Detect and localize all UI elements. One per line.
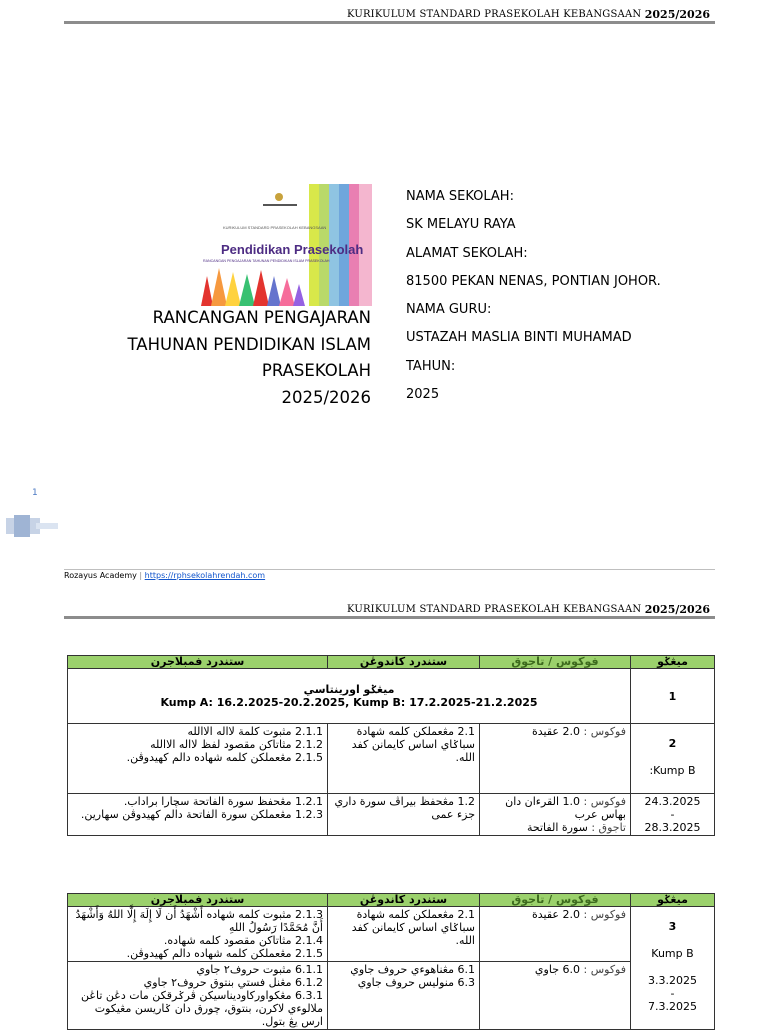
header-learning: ستندرد فمبلاجرن (68, 656, 328, 669)
learning-line: 2.1.5 مڠعملكن كلمه شهاده دالم كهيدوڤن. (126, 751, 323, 764)
header-focus: فوكوس / تاجوق (480, 656, 631, 669)
page-footer (64, 569, 715, 580)
table-row (68, 794, 715, 836)
learning-cell (68, 724, 328, 794)
date-sep: - (670, 987, 675, 1000)
footer-brand: Rozayus Academy (64, 571, 137, 580)
teacher-name-label: NAMA GURU: (406, 302, 492, 318)
content-cell (328, 962, 480, 1030)
page-header (64, 598, 715, 619)
table-row (68, 907, 715, 962)
content-line: 1.2 مڠحفظ بيراڤ سورة داري جزء عمى (334, 795, 475, 821)
learning-line: 2.1.4 مثاتاكن مقصود كلمه شهاده. (163, 934, 323, 947)
focus-cell (480, 794, 631, 836)
learning-line: 6.1.2 مڠنل فستي بنتوق حروف٢ جاوي (143, 976, 323, 989)
content-cell (328, 794, 480, 836)
header-learning: ستندرد فمبلاجرن (68, 894, 328, 907)
orientation-title: ميڠݢو اورينتاسي (303, 683, 395, 696)
date-sep: - (670, 808, 675, 821)
focus-cell (480, 724, 631, 794)
focus-cell (480, 962, 631, 1030)
school-name: SK MELAYU RAYA (406, 217, 516, 233)
title-line: RANCANGAN PENGAJARAN (152, 308, 371, 327)
plan-table (67, 893, 715, 1030)
week-cell (631, 907, 715, 1030)
content-line: 2.1 مڠعملكن كلمه شهادة سباݢاي اساس كايمانن كفد الله. (351, 725, 475, 764)
date-start: 3.3.2025 (648, 974, 697, 987)
learning-line: 2.1.1 مثبوت كلمة لااله الاالله (187, 725, 323, 738)
cover-illustration (199, 184, 372, 306)
learning-cell (68, 907, 328, 962)
week-cell: 1 (631, 669, 715, 724)
cover-main-text: Pendidikan Prasekolah (221, 242, 364, 257)
date-start: 24.3.2025 (644, 795, 701, 808)
learning-cell (68, 962, 328, 1030)
focus-label: فوكوس : (583, 908, 626, 921)
week-dates-cell (631, 794, 715, 836)
header-content: ستندرد كاندوڠن (328, 656, 480, 669)
title-line: PRASEKOLAH (261, 361, 371, 380)
content-line: 6.1 مڠناهوءي حروف جاوي (350, 963, 475, 976)
date-end: 7.3.2025 (648, 1000, 697, 1013)
learning-line: 6.1.1 مثبوت حروف٢ جاوي (196, 963, 323, 976)
learning-line: 6.3.1 مڠكواوركاوديناسيكن ڤرݢرقكن مات دڠن تاڠن ملالوءي لاكرن، بنتوق، چورق دان ݢاريسن مڠيكوت ارس يڠ بتول. (81, 989, 323, 1028)
focus-value: 2.0 عقيدة (532, 908, 580, 921)
curriculum-label: KURIKULUM STANDARD PRASEKOLAH KEBANGSAAN (347, 9, 642, 20)
school-info (406, 186, 661, 412)
cover-sub-text: RANCANGAN PENGAJARAN TAHUNAN PENDIDIKAN ISLAM PRASEKOLAH (203, 259, 330, 263)
content-line: 2.1 مڠعملكن كلمه شهادة سباݢاي اساس كايمانن كفد الله. (351, 908, 475, 947)
content-line: 6.3 منوليس حروف جاوي (357, 976, 475, 989)
teacher-name: USTAZAH MASLIA BINTI MUHAMAD (406, 330, 632, 346)
header-content: ستندرد كاندوڠن (328, 894, 480, 907)
learning-line: 1.2.1 مڠحفظ سورة الفاتحة سچارا براداب. (123, 795, 323, 808)
footer-separator: | (139, 571, 143, 580)
header-week: ميڠݢو (631, 656, 715, 669)
learning-line: 2.1.2 مثاتاكن مقصود لفظ لااله الاالله (150, 738, 323, 751)
page-header (64, 3, 715, 24)
focus-value: 6.0 جاوي (534, 963, 580, 976)
school-address-label: ALAMAT SEKOLAH: (406, 245, 528, 261)
document-title (91, 305, 371, 411)
table-header-row (68, 656, 715, 669)
focus-value: 2.0 عقيدة (532, 725, 580, 738)
learning-line: 2.1.3 مثبوت كلمه شهاده أَشْهَدُ أَن لَا إِلَهَ إِلَّا اللهُ وَأَشْهَدُ أَنَّ مُحَمَّدًا رَسُولُ اللهِ (75, 908, 323, 934)
side-logo-icon (6, 515, 58, 541)
week-group: :Kump B (649, 764, 696, 777)
year-label: 2025/2026 (644, 603, 710, 616)
title-line: TAHUNAN PENDIDIKAN ISLAM (127, 334, 371, 354)
title-label: تاجوق : (591, 821, 626, 834)
week-number: 2 (668, 737, 677, 750)
curriculum-label: KURIKULUM STANDARD PRASEKOLAH KEBANGSAAN (347, 604, 642, 615)
focus-label: فوكوس : (583, 795, 626, 808)
focus-value: 1.0 القرءان دان بهاس عرب (505, 795, 626, 821)
footer-link[interactable]: https://rphsekolahrendah.com (144, 571, 266, 580)
page-number: 1 (32, 488, 38, 498)
week-cell (631, 724, 715, 794)
year-label: 2025/2026 (644, 8, 710, 21)
focus-label: فوكوس : (583, 725, 626, 738)
table-row (68, 962, 715, 1030)
header-focus: فوكوس / تاجوق (480, 894, 631, 907)
plan-table (67, 655, 715, 836)
cover-image (199, 184, 372, 306)
title-value: سورة الفاتحة (527, 821, 588, 834)
title-line: 2025/2026 (281, 387, 371, 407)
orientation-cell (68, 669, 631, 724)
content-cell (328, 907, 480, 962)
school-name-label: NAMA SEKOLAH: (406, 189, 514, 204)
week-group: Kump B (651, 947, 694, 960)
learning-line: 1.2.3 مڠعملكن سورة الفاتحة دالم كهيدوڤن سهارين. (80, 808, 323, 821)
focus-label: فوكوس : (583, 963, 626, 976)
cover-small-text: KURIKULUM STANDARD PRASEKOLAH KEBANGSAAN (223, 225, 327, 230)
learning-cell (68, 794, 328, 836)
header-week: ميڠݢو (631, 894, 715, 907)
table-header-row (68, 894, 715, 907)
learning-line: 2.1.5 مڠعملكن كلمه شهاده دالم كهيدوڤن. (126, 947, 323, 960)
orientation-dates: Kump A: 16.2.2025-20.2.2025, Kump B: 17.2.2025-21.2.2025 (160, 696, 538, 709)
week-number: 3 (668, 920, 677, 933)
crest-icon (275, 193, 283, 201)
content-cell (328, 724, 480, 794)
table-row (68, 724, 715, 794)
year-field: 2025 (406, 387, 440, 403)
table-row (68, 669, 715, 724)
focus-cell (480, 907, 631, 962)
year-field-label: TAHUN: (406, 358, 456, 374)
school-address: 81500 PEKAN NENAS, PONTIAN JOHOR. (406, 273, 661, 289)
date-end: 28.3.2025 (644, 821, 701, 834)
